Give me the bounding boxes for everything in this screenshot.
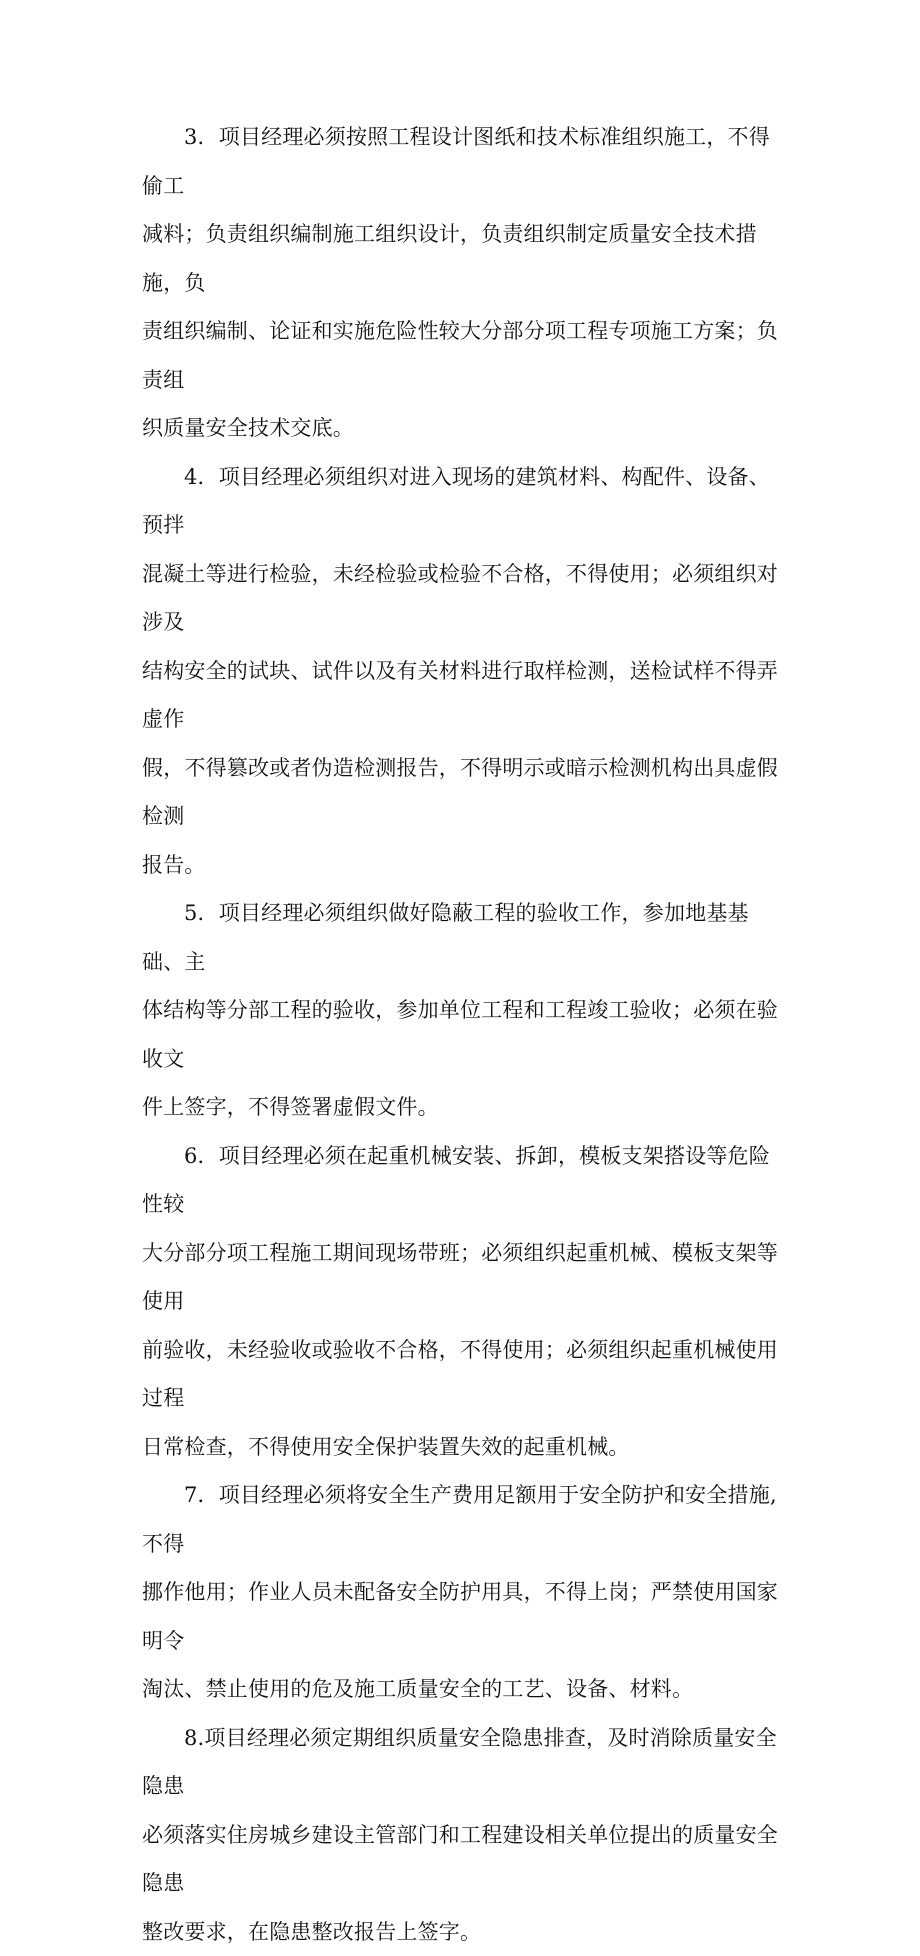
paragraph-line: 必须落实住房城乡建设主管部门和工程建设相关单位提出的质量安全隐患 xyxy=(142,1811,782,1908)
paragraph-line: 假，不得篡改或者伪造检测报告，不得明示或暗示检测机构出具虚假检测 xyxy=(142,744,782,841)
paragraph-line: 5．项目经理必须组织做好隐蔽工程的验收工作，参加地基基础、主 xyxy=(142,889,782,986)
paragraph-line: 大分部分项工程施工期间现场带班；必须组织起重机械、模板支架等使用 xyxy=(142,1229,782,1326)
paragraph-line: 责组织编制、论证和实施危险性较大分部分项工程专项施工方案；负责组 xyxy=(142,307,782,404)
paragraph-3 xyxy=(142,113,782,453)
paragraph-line: 体结构等分部工程的验收，参加单位工程和工程竣工验收；必须在验收文 xyxy=(142,986,782,1083)
paragraph-line: 前验收，未经验收或验收不合格，不得使用；必须组织起重机械使用过程 xyxy=(142,1326,782,1423)
paragraph-line: 6．项目经理必须在起重机械安装、拆卸，模板支架搭设等危险性较 xyxy=(142,1132,782,1229)
document-body xyxy=(142,113,782,1956)
paragraph-line: 整改要求，在隐患整改报告上签字。 xyxy=(142,1908,782,1956)
paragraph-8 xyxy=(142,1714,782,1956)
paragraph-7 xyxy=(142,1471,782,1714)
paragraph-line: 8.项目经理必须定期组织质量安全隐患排查，及时消除质量安全隐患 xyxy=(142,1714,782,1811)
paragraph-line: 4．项目经理必须组织对进入现场的建筑材料、构配件、设备、预拌 xyxy=(142,453,782,550)
paragraph-line: 减料；负责组织编制施工组织设计，负责组织制定质量安全技术措施，负 xyxy=(142,210,782,307)
paragraph-line: 7．项目经理必须将安全生产费用足额用于安全防护和安全措施,不得 xyxy=(142,1471,782,1568)
paragraph-line: 混凝土等进行检验，未经检验或检验不合格，不得使用；必须组织对涉及 xyxy=(142,550,782,647)
paragraph-line: 件上签字，不得签署虚假文件。 xyxy=(142,1083,782,1132)
paragraph-line: 挪作他用；作业人员未配备安全防护用具，不得上岗；严禁使用国家明令 xyxy=(142,1568,782,1665)
paragraph-line: 3．项目经理必须按照工程设计图纸和技术标准组织施工，不得偷工 xyxy=(142,113,782,210)
paragraph-4 xyxy=(142,453,782,890)
paragraph-line: 日常检查，不得使用安全保护装置失效的起重机械。 xyxy=(142,1423,782,1472)
paragraph-line: 织质量安全技术交底。 xyxy=(142,404,782,453)
paragraph-5 xyxy=(142,889,782,1132)
paragraph-line: 报告。 xyxy=(142,841,782,890)
paragraph-line: 淘汰、禁止使用的危及施工质量安全的工艺、设备、材料。 xyxy=(142,1665,782,1714)
paragraph-6 xyxy=(142,1132,782,1472)
paragraph-line: 结构安全的试块、试件以及有关材料进行取样检测，送检试样不得弄虚作 xyxy=(142,647,782,744)
